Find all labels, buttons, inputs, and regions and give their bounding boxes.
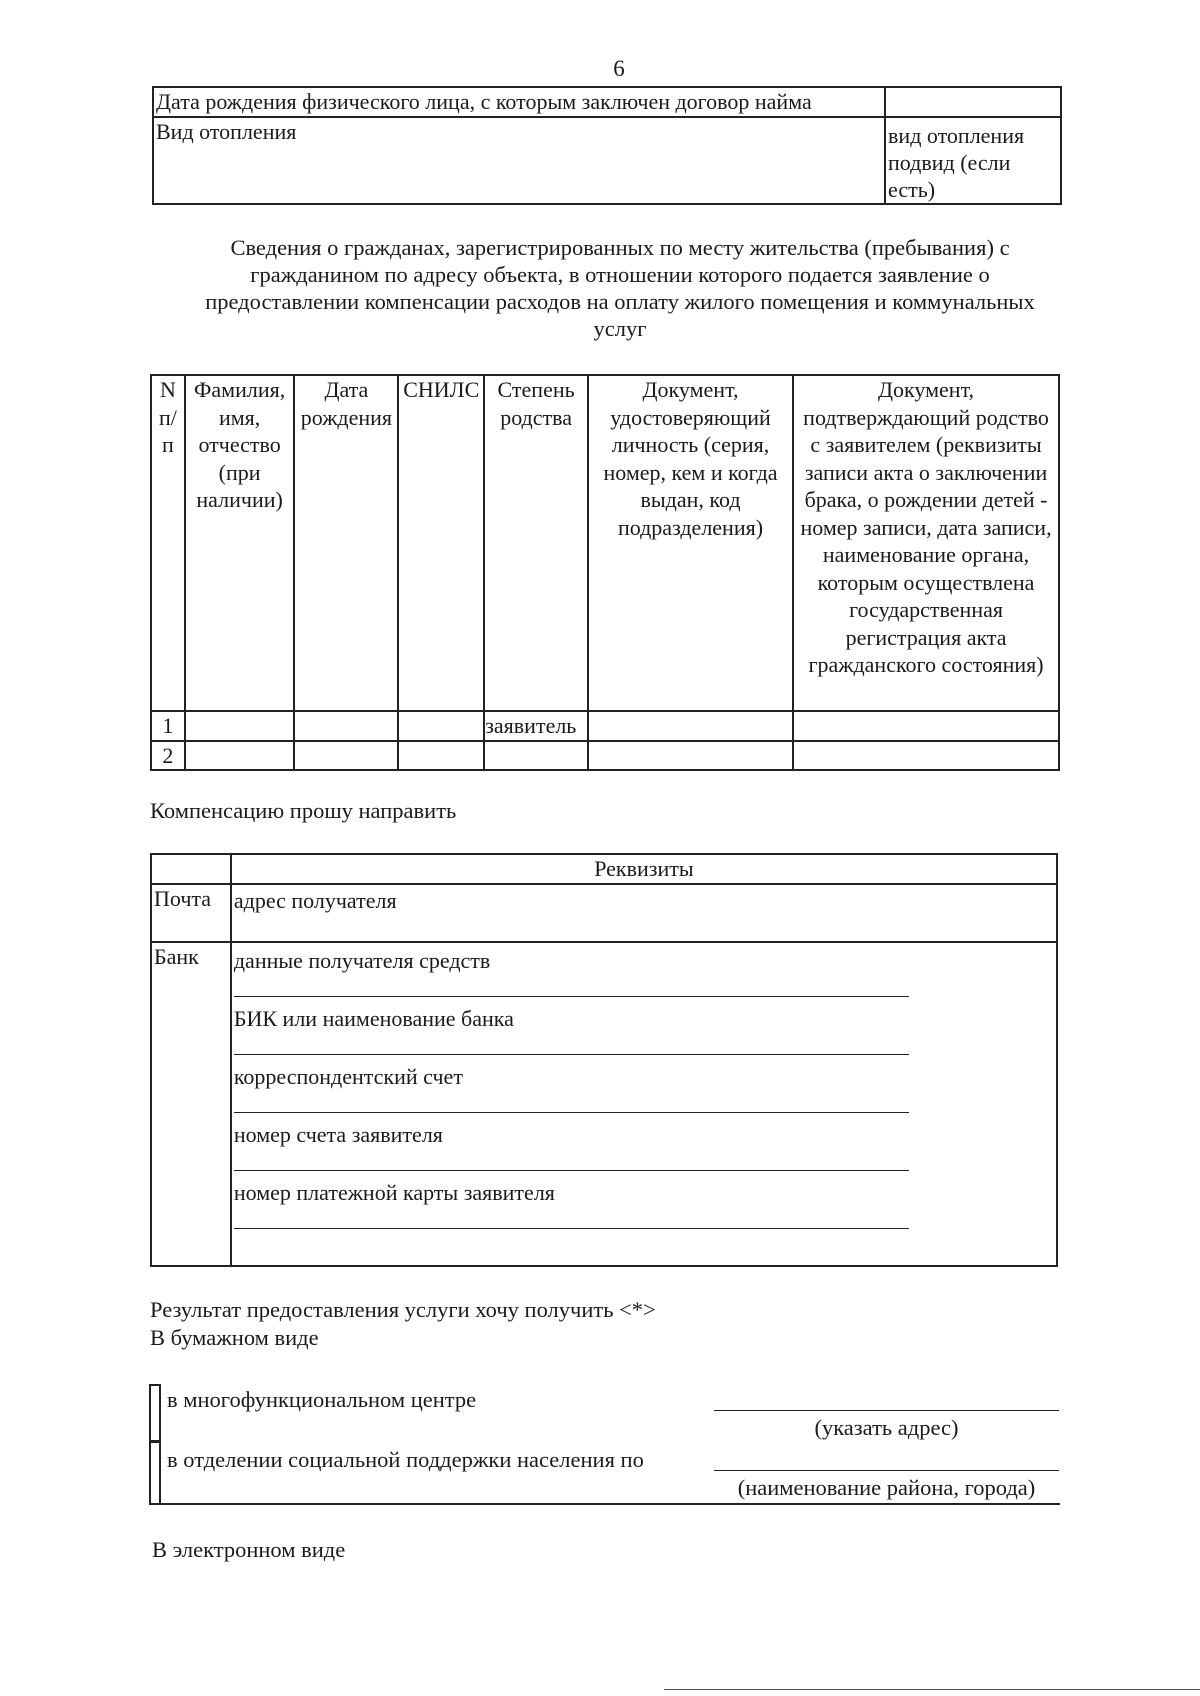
row-full-name[interactable] [185, 711, 295, 741]
table-row [151, 711, 1059, 741]
row-snils[interactable] [398, 711, 484, 741]
social-support-option-label: в отделении социальной поддержки населения по [167, 1447, 644, 1472]
residents-table [150, 374, 1060, 771]
social-support-checkbox[interactable] [149, 1441, 161, 1505]
mail-address-label: адрес получателя [233, 888, 397, 913]
table-row [151, 741, 1059, 771]
requisites-header: Реквизиты [231, 854, 1057, 884]
mail-address-field[interactable] [231, 884, 1057, 942]
compensation-title: Компенсацию прошу направить [150, 798, 457, 823]
row-birth-date[interactable] [294, 711, 398, 741]
col-number: N п/п [151, 375, 185, 711]
heating-label: Вид отопления [153, 117, 885, 204]
page-number: 6 [613, 56, 625, 81]
district-line[interactable] [714, 1470, 1059, 1471]
paper-title: В бумажном виде [150, 1325, 319, 1350]
row-relation-document[interactable] [793, 741, 1059, 771]
row-relation: заявитель [484, 711, 588, 741]
row-number: 1 [151, 711, 185, 741]
col-snils: СНИЛС [398, 375, 484, 711]
payment-card-field[interactable] [234, 1175, 1054, 1233]
mail-label: Почта [151, 884, 231, 942]
recipient-data-field[interactable] [234, 943, 1054, 1001]
col-relation-document: Документ, подтверждающий родство с заявителем (реквизиты записи акта о заключении брака, о рождении детей - номер записи, дата записи, наименование органа, которым осуществлена государственная регистрация акта гражданского состояния) [793, 375, 1059, 711]
col-full-name: Фамилия, имя, отчество (при наличии) [185, 375, 295, 711]
residents-heading: Сведения о гражданах, зарегистрированных по месту жительства (пребывания) с гражданином по адресу объекта, в отношении которого подается заявление о предоставлении компенсации расходов на оплату жилого помещения и коммунальных услуг [205, 235, 1035, 341]
row-number: 2 [151, 741, 185, 771]
payment-card-label: номер платежной карты заявителя [233, 1180, 555, 1205]
header-empty-cell [151, 854, 231, 884]
mfc-address-hint: (указать адрес) [814, 1415, 959, 1440]
birth-date-label: Дата рождения физического лица, с которым заключен договор найма [153, 87, 885, 117]
row-full-name[interactable] [185, 741, 295, 771]
row-relation[interactable] [484, 741, 588, 771]
row-snils[interactable] [398, 741, 484, 771]
bank-fields [231, 942, 1057, 1266]
heating-types[interactable]: вид отопления подвид (если есть) [885, 117, 1061, 204]
options-bottom-rule [150, 1503, 1060, 1505]
electronic-title: В электронном виде [152, 1537, 346, 1562]
mfc-address-line[interactable] [714, 1410, 1059, 1411]
recipient-data-label: данные получателя средств [233, 948, 491, 973]
col-birth-date: Дата рождения [294, 375, 398, 711]
bik-field[interactable] [234, 1001, 1054, 1059]
col-identity-document: Документ, удостоверяющий личность (серия, номер, кем и когда выдан, код подразделения) [588, 375, 793, 711]
correspondent-account-field[interactable] [234, 1059, 1054, 1117]
page-bottom-rule [664, 1689, 1200, 1690]
col-relation: Степень родства [484, 375, 588, 711]
district-hint: (наименование района, города) [737, 1475, 1036, 1500]
correspondent-account-label: корреспондентский счет [233, 1064, 463, 1089]
bik-label: БИК или наименование банка [233, 1006, 514, 1031]
row-identity-document[interactable] [588, 741, 793, 771]
row-identity-document[interactable] [588, 711, 793, 741]
applicant-account-label: номер счета заявителя [233, 1122, 443, 1147]
applicant-account-field[interactable] [234, 1117, 1054, 1175]
row-birth-date[interactable] [294, 741, 398, 771]
mfc-checkbox[interactable] [149, 1384, 161, 1442]
row-relation-document[interactable] [793, 711, 1059, 741]
mfc-option-label: в многофункциональном центре [167, 1387, 477, 1412]
birth-date-value[interactable] [885, 87, 1061, 117]
compensation-table [150, 853, 1058, 1267]
bank-label: Банк [151, 942, 231, 1266]
applicant-details-table [152, 86, 1062, 205]
result-title: Результат предоставления услуги хочу получить <*> [150, 1297, 656, 1322]
